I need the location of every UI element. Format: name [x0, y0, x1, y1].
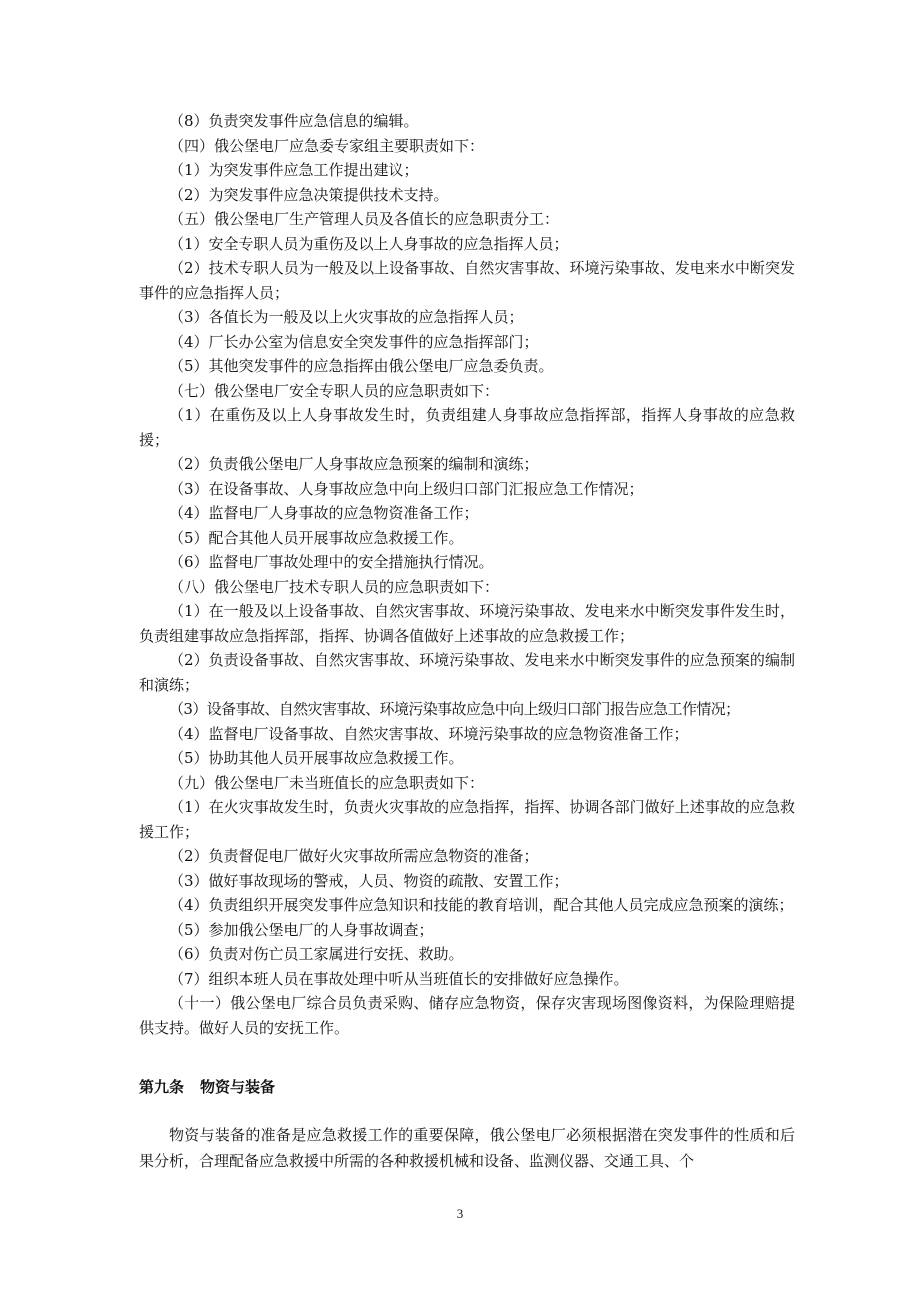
paragraph: （6）负责对伤亡员工家属进行安抚、救助。: [169, 945, 464, 963]
paragraph: （4）厂长办公室为信息安全突发事件的应急指挥部门；: [169, 332, 539, 351]
paragraph: （5）配合其他人员开展事故应急救援工作。: [169, 528, 464, 547]
paragraph: （1）为突发事件应急工作提出建议；: [169, 161, 419, 179]
paragraph: （5）协助其他人员开展事故应急救援工作。: [169, 749, 464, 767]
paragraph: （2）负责俄公堡电厂人身事故应急预案的编制和演练；: [169, 455, 539, 473]
section-heading: [139, 1075, 275, 1099]
paragraph: （4）监督电厂人身事故的应急物资准备工作；: [169, 504, 479, 522]
paragraph: （九）俄公堡电厂未当班值长的应急职责如下：: [169, 773, 485, 792]
paragraph: （3）各值长为一般及以上火灾事故的应急指挥人员；: [169, 308, 524, 326]
body-text: [139, 109, 795, 1040]
paragraph: （4）监督电厂设备事故、自然灾害事故、环境污染事故的应急物资准备工作；: [169, 724, 689, 743]
paragraph: （2）为突发事件应急决策提供技术支持。: [169, 185, 449, 204]
paragraph: （2）负责督促电厂做好火灾事故所需应急物资的准备；: [169, 847, 539, 865]
paragraph: （6）监督电厂事故处理中的安全措施执行情况。: [169, 553, 494, 571]
paragraph: （5）参加俄公堡电厂的人身事故调查；: [169, 920, 434, 939]
paragraph: （1）在火灾事故发生时，负责火灾事故的应急指挥，指挥、协调各部门做好上述事故的应急救援工作；: [139, 798, 795, 841]
paragraph: （八）俄公堡电厂技术专职人员的应急职责如下：: [169, 577, 500, 596]
paragraph: （2）技术专职人员为一般及以上设备事故、自然灾害事故、环境污染事故、发电来水中断突发事件的应急指挥人员；: [139, 259, 795, 302]
paragraph: 物资与装备的准备是应急救援工作的重要保障，俄公堡电厂必须根据潜在突发事件的性质和后果分析，合理配备应急救援中所需的各种救援机械和设备、监测仪器、交通工具、个: [139, 1126, 795, 1170]
paragraph: （7）组织本班人员在事故处理中听从当班值长的安排做好应急操作。: [169, 969, 629, 988]
paragraph: （七）俄公堡电厂安全专职人员的应急职责如下：: [169, 381, 500, 400]
paragraph: （十一）俄公堡电厂综合员负责采购、储存应急物资，保存灾害现场图像资料，为保险理赔提供支持。做好人员的安抚工作。: [139, 994, 795, 1037]
page-number: 3: [456, 1206, 464, 1221]
paragraph: （2）负责设备事故、自然灾害事故、环境污染事故、发电来水中断突发事件的应急预案的编制和演练；: [139, 651, 795, 694]
paragraph: （3）做好事故现场的警戒，人员、物资的疏散、安置工作；: [169, 871, 569, 890]
paragraph: （四）俄公堡电厂应急委专家组主要职责如下：: [169, 136, 485, 155]
section-title: 物资与装备: [200, 1078, 276, 1096]
paragraph: （1）安全专职人员为重伤及以上人身事故的应急指挥人员；: [169, 234, 569, 253]
paragraph: （1）在重伤及以上人身事故发生时，负责组建人身事故应急指挥部，指挥人身事故的应急救援；: [139, 406, 795, 449]
section-body: [139, 1122, 795, 1174]
paragraph: （3）在设备事故、人身事故应急中向上级归口部门汇报应急工作情况；: [169, 479, 644, 498]
paragraph: （8）负责突发事件应急信息的编辑。: [169, 112, 419, 130]
paragraph: （4）负责组织开展突发事件应急知识和技能的教育培训，配合其他人员完成应急预案的演练；: [169, 896, 794, 914]
section-number: 第九条: [139, 1078, 185, 1096]
paragraph: （3）设备事故、自然灾害事故、环境污染事故应急中向上级归口部门报告应急工作情况；: [169, 700, 740, 718]
paragraph: （五）俄公堡电厂生产管理人员及各值长的应急职责分工：: [169, 210, 560, 228]
paragraph: （5）其他突发事件的应急指挥由俄公堡电厂应急委负责。: [169, 357, 554, 375]
paragraph: （1）在一般及以上设备事故、自然灾害事故、环境污染事故、发电来水中断突发事件发生时，负责组建事故应急指挥部，指挥、协调各值做好上述事故的应急救援工作；: [139, 602, 795, 645]
